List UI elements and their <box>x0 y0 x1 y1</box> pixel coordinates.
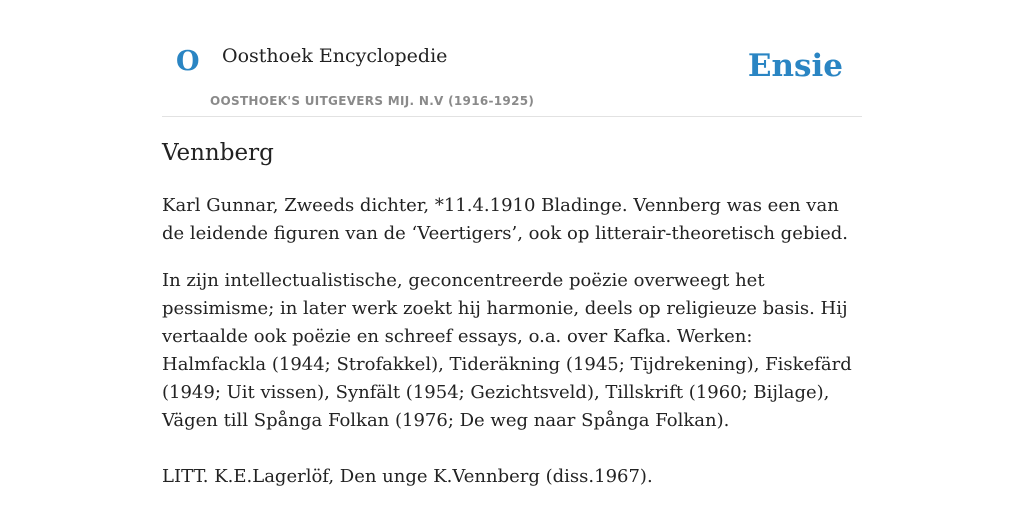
encyclopedia-name[interactable]: Oosthoek Encyclopedie <box>222 45 448 67</box>
article-paragraph-2: In zijn intellectualistische, geconcentreerde poëzie overweegt het pessimisme; in later werk zoekt hij harmonie, deels op religieuze basis. Hij vertaalde ook poëzie en schreef essays, o.a. over Kafka. Werken: Halmfackla (1944; Strofakkel), Tideräkning (1945; Tijdrekening), Fiskefärd (1949; Uit vissen), Synfält (1954; Gezichtsveld), Tillskrift (1960; Bijlage), Vägen till Spånga Folkan (1976; De weg naar Spånga Folkan). <box>162 270 852 431</box>
publisher-label: OOSTHOEK'S UITGEVERS MIJ. N.V (1916-1925) <box>210 94 535 108</box>
page <box>162 0 862 487</box>
article-title: Vennberg <box>162 140 274 166</box>
logo-icon[interactable]: O <box>176 46 200 77</box>
site-header <box>162 0 862 117</box>
literature-reference: LITT. K.E.Lagerlöf, Den unge K.Vennberg (diss.1967). <box>162 466 653 487</box>
article-paragraph-1: Karl Gunnar, Zweeds dichter, *11.4.1910 Bladinge. Vennberg was een van de leidende figuren van de ‘Veertigers’, ook op litterair-theoretisch gebied. <box>162 195 849 244</box>
ensie-logo[interactable]: Ensie <box>747 48 843 84</box>
